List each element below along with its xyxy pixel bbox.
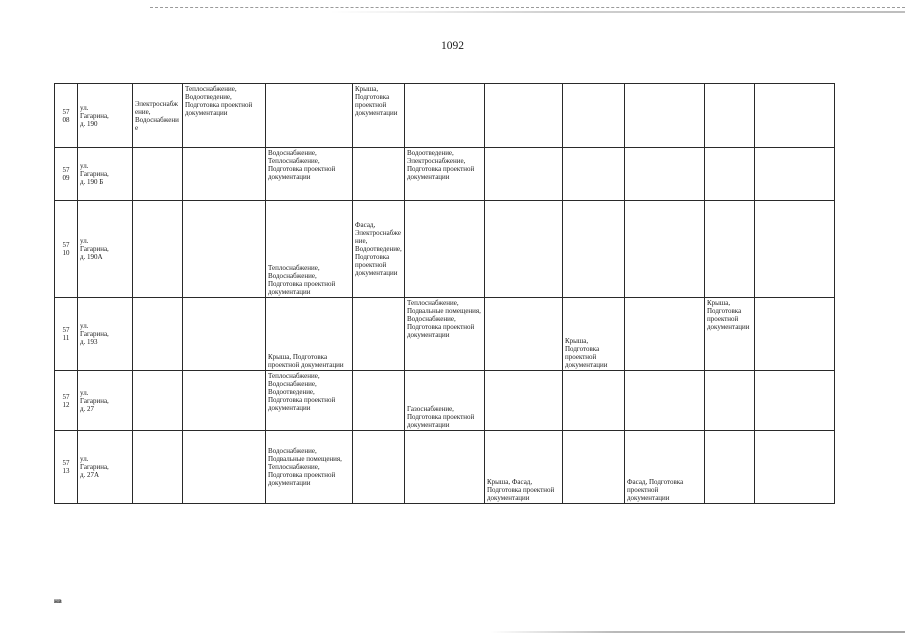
address-cell: ул. Гагарина, д. 193 — [78, 298, 133, 371]
work-cell — [353, 148, 405, 201]
work-cell — [625, 371, 705, 431]
work-cell: Крыша, Подготовка проектной документации — [353, 84, 405, 148]
scan-shadow-top — [330, 11, 905, 13]
work-cell: Теплоснабжение, Водоотведение, Подготовка проектной документации — [183, 84, 266, 148]
work-cell: Водоснабжение, Подвальные помещения, Теплоснабжение, Подготовка проектной документации — [266, 431, 353, 504]
work-cell: Фасад, Подготовка проектной документации — [625, 431, 705, 504]
work-cell — [405, 84, 485, 148]
work-cell — [563, 431, 625, 504]
work-cell: Теплоснабжение, Водоснабжение, Водоотведение, Подготовка проектной документации — [266, 371, 353, 431]
work-cell — [183, 371, 266, 431]
work-cell — [755, 84, 835, 148]
work-cell — [485, 84, 563, 148]
row-number: 57 09 — [55, 148, 78, 201]
table-row — [55, 201, 835, 298]
row-number: 57 12 — [55, 371, 78, 431]
work-cell — [485, 148, 563, 201]
work-cell: Водоотведение, Электроснабжение, Подготовка проектной документации — [405, 148, 485, 201]
table-row — [55, 298, 835, 371]
work-cell — [755, 201, 835, 298]
table-row — [55, 148, 835, 201]
work-cell — [755, 148, 835, 201]
work-cell — [353, 371, 405, 431]
row-number: 57 10 — [55, 201, 78, 298]
work-cell — [625, 84, 705, 148]
page-number: 1092 — [441, 40, 464, 52]
row-number: 57 13 — [55, 431, 78, 504]
work-cell: Водоснабжение, Теплоснабжение, Подготовка проектной документации — [266, 148, 353, 201]
work-cell: Теплоснабжение, Подвальные помещения, Водоснабжение, Подготовка проектной документации — [405, 298, 485, 371]
work-cell: Крыша, Подготовка проектной документации — [705, 298, 755, 371]
work-cell: Крыша, Подготовка проектной документации — [266, 298, 353, 371]
work-cell — [563, 84, 625, 148]
footer-initials: нв — [54, 597, 62, 605]
work-cell — [133, 148, 183, 201]
work-cell: Крыша, Фасад, Подготовка проектной документации — [485, 431, 563, 504]
work-cell — [755, 371, 835, 431]
row-number: 57 11 — [55, 298, 78, 371]
work-cell — [563, 371, 625, 431]
work-cell — [485, 298, 563, 371]
work-cell — [563, 148, 625, 201]
work-cell — [353, 431, 405, 504]
work-cell: Теплоснабжение, Водоснабжение, Подготовка проектной документации — [266, 201, 353, 298]
works-table — [54, 83, 835, 504]
work-cell: Фасад, Электроснабжение, Водоотведение, Подготовка проектной документации — [353, 201, 405, 298]
scan-edge-bottom — [490, 631, 905, 633]
work-cell — [133, 201, 183, 298]
table-row — [55, 84, 835, 148]
work-cell — [183, 148, 266, 201]
work-cell — [755, 298, 835, 371]
work-cell — [625, 148, 705, 201]
work-cell: Крыша, Подготовка проектной документации — [563, 298, 625, 371]
table-row — [55, 431, 835, 504]
row-number: 57 08 — [55, 84, 78, 148]
work-cell — [705, 371, 755, 431]
work-cell — [405, 431, 485, 504]
address-cell: ул. Гагарина, д. 27А — [78, 431, 133, 504]
address-cell: ул. Гагарина, д. 27 — [78, 371, 133, 431]
work-cell — [133, 431, 183, 504]
work-cell — [133, 371, 183, 431]
work-cell — [705, 201, 755, 298]
work-cell — [563, 201, 625, 298]
work-cell: Газоснабжение, Подготовка проектной документации — [405, 371, 485, 431]
work-cell — [705, 148, 755, 201]
work-cell — [183, 431, 266, 504]
work-cell — [705, 431, 755, 504]
work-cell — [133, 298, 183, 371]
work-cell — [183, 298, 266, 371]
address-cell: ул. Гагарина, д. 190 — [78, 84, 133, 148]
address-cell: ул. Гагарина, д. 190 Б — [78, 148, 133, 201]
work-cell — [625, 201, 705, 298]
work-cell: Электроснабжение, Водоснабжение — [133, 84, 183, 148]
work-cell — [485, 371, 563, 431]
work-cell — [705, 84, 755, 148]
work-cell — [755, 431, 835, 504]
address-cell: ул. Гагарина, д. 190А — [78, 201, 133, 298]
work-cell — [405, 201, 485, 298]
work-cell — [625, 298, 705, 371]
table-row — [55, 371, 835, 431]
work-cell — [353, 298, 405, 371]
work-cell — [183, 201, 266, 298]
work-cell — [266, 84, 353, 148]
work-cell — [485, 201, 563, 298]
